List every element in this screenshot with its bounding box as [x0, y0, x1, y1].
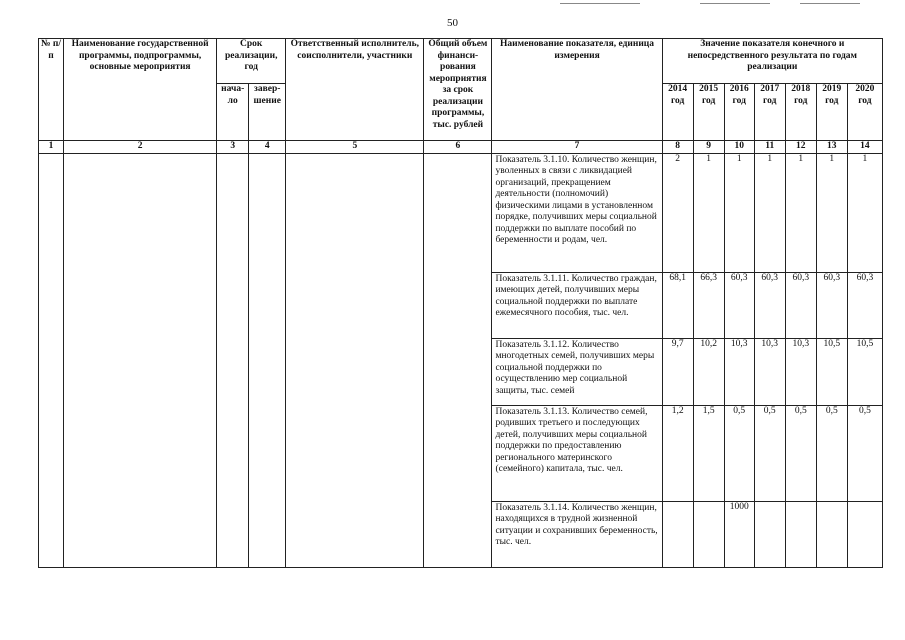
- header-year: 2018 год: [785, 84, 816, 141]
- header-term-end: завер-шение: [249, 84, 286, 141]
- header-program-name: Наименование государственной программы, подпрограммы, основные мероприятия: [64, 39, 217, 141]
- indicator-value: 1000: [724, 501, 754, 567]
- column-number: 3: [217, 141, 249, 154]
- indicator-value: 1: [816, 153, 847, 272]
- column-number: 5: [286, 141, 424, 154]
- indicator-value: 60,3: [816, 272, 847, 338]
- column-number: 12: [785, 141, 816, 154]
- indicator-value: 2: [662, 153, 693, 272]
- column-number: 11: [754, 141, 785, 154]
- indicator-value: 60,3: [754, 272, 785, 338]
- indicator-value: 1: [693, 153, 724, 272]
- column-number: 4: [249, 141, 286, 154]
- empty-cell: [217, 153, 249, 567]
- indicator-name: Показатель 3.1.14. Количество женщин, находящихся в трудной жизненной ситуации и сохранивших беременность, тыс. чел.: [492, 501, 662, 567]
- indicator-value: 0,5: [847, 405, 882, 501]
- header-year: 2017 год: [754, 84, 785, 141]
- column-number: 14: [847, 141, 882, 154]
- indicator-value: [847, 501, 882, 567]
- indicator-value: 60,3: [847, 272, 882, 338]
- indicator-value: 0,5: [754, 405, 785, 501]
- indicator-value: 1: [724, 153, 754, 272]
- column-number: 8: [662, 141, 693, 154]
- indicator-value: 9,7: [662, 338, 693, 405]
- indicator-value: 1,5: [693, 405, 724, 501]
- indicator-value: 68,1: [662, 272, 693, 338]
- column-number: 1: [39, 141, 64, 154]
- column-number: 9: [693, 141, 724, 154]
- top-edge-line: [560, 3, 640, 4]
- header-funding: Общий объем финанси-рования мероприятия за срок реализации программы, тыс. рублей: [424, 39, 492, 141]
- indicator-value: 10,2: [693, 338, 724, 405]
- header-year: 2015 год: [693, 84, 724, 141]
- header-year: 2016 год: [724, 84, 754, 141]
- indicator-value: 10,3: [754, 338, 785, 405]
- header-executor: Ответственный исполнитель, соисполнители, участники: [286, 39, 424, 141]
- indicator-value: [662, 501, 693, 567]
- header-year: 2014 год: [662, 84, 693, 141]
- indicator-value: 10,3: [785, 338, 816, 405]
- indicator-value: 1: [847, 153, 882, 272]
- indicator-name: Показатель 3.1.12. Количество многодетных семей, получивших меры социальной поддержки по осуществлению мер социальной защиты, тыс. семей: [492, 338, 662, 405]
- header-num: № п/п: [39, 39, 64, 141]
- indicator-value: 60,3: [785, 272, 816, 338]
- indicator-name: Показатель 3.1.10. Количество женщин, уволенных в связи с ликвидацией организаций, прекращением деятельности (полномочий) физическими лицами в установленном порядке, получивших меры социальной поддержки по выплате пособий по беременности и родам, чел.: [492, 153, 662, 272]
- indicator-value: 1,2: [662, 405, 693, 501]
- top-edge-line: [700, 3, 770, 4]
- page-number: 50: [447, 17, 458, 29]
- indicator-name: Показатель 3.1.11. Количество граждан, имеющих детей, получивших меры социальной поддержки по выплате ежемесячного пособия, тыс. чел.: [492, 272, 662, 338]
- indicator-value: 1: [785, 153, 816, 272]
- header-term: Срок реализации, год: [217, 39, 286, 84]
- column-number: 6: [424, 141, 492, 154]
- column-number: 7: [492, 141, 662, 154]
- top-edge-line: [800, 3, 860, 4]
- indicator-value: 66,3: [693, 272, 724, 338]
- indicator-value: 10,5: [816, 338, 847, 405]
- indicator-value: 0,5: [785, 405, 816, 501]
- indicator-value: [754, 501, 785, 567]
- indicator-value: 10,5: [847, 338, 882, 405]
- column-number: 10: [724, 141, 754, 154]
- program-table: [38, 38, 883, 568]
- indicator-value: 0,5: [724, 405, 754, 501]
- empty-cell: [249, 153, 286, 567]
- empty-cell: [64, 153, 217, 567]
- empty-cell: [424, 153, 492, 567]
- header-term-start: нача-ло: [217, 84, 249, 141]
- indicator-value: 60,3: [724, 272, 754, 338]
- indicator-value: 0,5: [816, 405, 847, 501]
- header-values: Значение показателя конечного и непосредственного результата по годам реализации: [662, 39, 882, 84]
- empty-cell: [39, 153, 64, 567]
- column-number: 2: [64, 141, 217, 154]
- indicator-value: 10,3: [724, 338, 754, 405]
- indicator-value: [816, 501, 847, 567]
- indicator-name: Показатель 3.1.13. Количество семей, родивших третьего и последующих детей, получивших меры социальной поддержки по предоставлению регионального материнского (семейного) капитала, тыс. чел.: [492, 405, 662, 501]
- header-year: 2020 год: [847, 84, 882, 141]
- header-indicator: Наименование показателя, единица измерения: [492, 39, 662, 141]
- indicator-value: [693, 501, 724, 567]
- indicator-value: 1: [754, 153, 785, 272]
- header-year: 2019 год: [816, 84, 847, 141]
- column-number: 13: [816, 141, 847, 154]
- indicator-value: [785, 501, 816, 567]
- empty-cell: [286, 153, 424, 567]
